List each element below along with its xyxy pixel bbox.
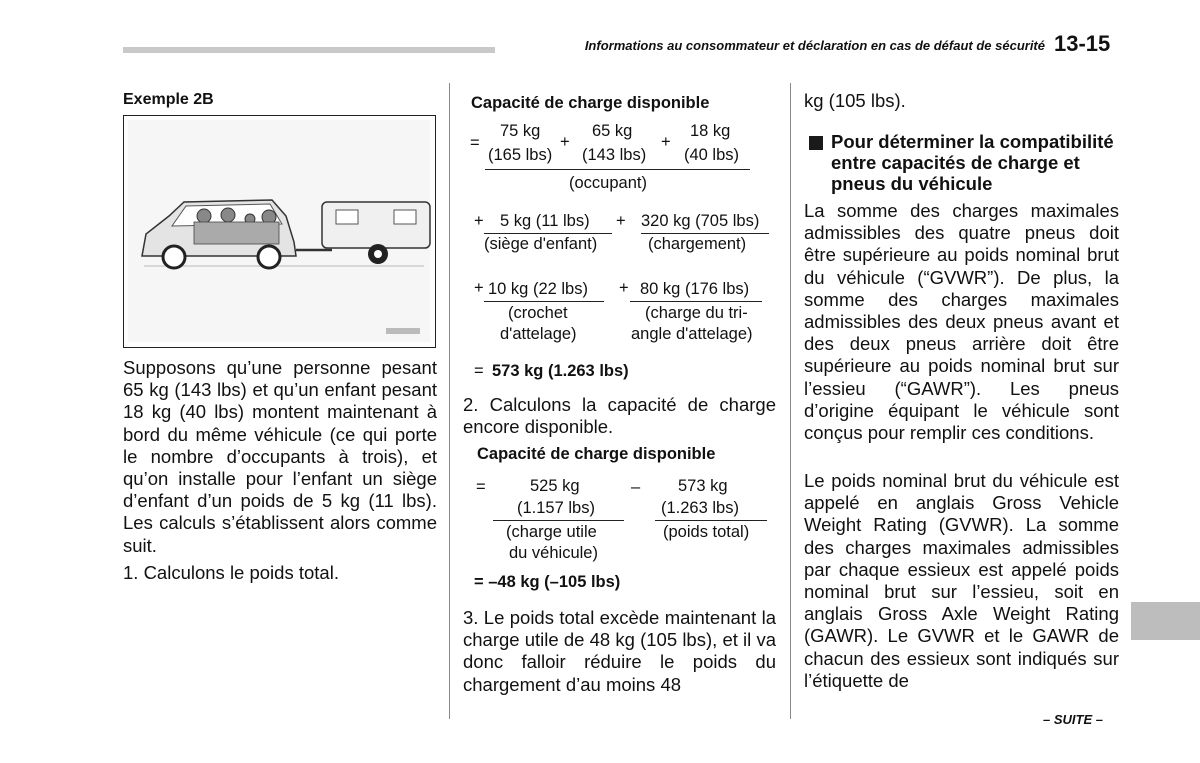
- calc2-payload-label-1: (charge utile: [506, 523, 597, 541]
- calc1-term1-lbs: (165 lbs): [488, 146, 553, 164]
- paragraph-gvwr-gawr: Le poids nominal brut du véhicule est appelé en anglais Gross Vehicle Weight Rating (GVWR). La somme des charges maximales admissibles par chaque essieux est appelé poids nominal brut sur l’essieu, soit en anglais Gross Axle Weight Rating (GAWR). Le GVWR et le GAWR de chacun des essieux sont indiqués sur l’étiquette de: [804, 470, 1119, 691]
- calc2-equals: =: [476, 478, 486, 496]
- calc2-payload-label-2: du véhicule): [509, 544, 598, 562]
- calc1-term3-lbs: (40 lbs): [684, 146, 740, 164]
- example-paragraph: Supposons qu’une personne pesant 65 kg (143 lbs) et qu’un enfant pesant 18 kg (40 lbs) montent maintenant à bord du même véhicule (ce qui porte le nombre d’occupants à trois), et qu’on installe pour l’enfant un siège d’enfant d’un poids de 5 kg (11 lbs). Les calculs s’établissent alors comme suit.: [123, 357, 437, 556]
- calc1-equals: =: [470, 134, 480, 152]
- continued-marker: – SUITE –: [1043, 712, 1103, 727]
- continuation-text: kg (105 lbs).: [804, 90, 906, 111]
- calc2-total-lbs: (1.263 lbs): [661, 499, 739, 517]
- vehicle-towing-trailer-illustration: [123, 115, 436, 348]
- header-rule: [123, 47, 495, 53]
- calc1-fraction-line: [485, 169, 750, 170]
- calc1-seat-value: 5 kg (11 lbs): [500, 212, 590, 230]
- calc1-tongue-line: [630, 301, 762, 302]
- calc1-result-equals: =: [474, 362, 484, 380]
- calc1-plus-2: +: [661, 133, 671, 151]
- calc1-load-value: 320 kg (705 lbs): [641, 212, 760, 230]
- calc1-tongue-label-2: angle d'attelage): [631, 325, 753, 343]
- calc1-hitch-label-1: (crochet: [508, 304, 568, 322]
- section-heading: Pour déterminer la compatibilité entre capacités de charge et pneus du véhicule: [831, 131, 1114, 194]
- calc1-seat-line: [484, 233, 612, 234]
- calc1-seat-label: (siège d'enfant): [484, 235, 598, 253]
- calc1-plus-1: +: [560, 133, 570, 151]
- car-trailer-icon: [124, 116, 434, 346]
- calc1-plus-3: +: [474, 212, 484, 230]
- calc2-minus: –: [631, 478, 641, 496]
- calc2-total-kg: 573 kg: [678, 477, 728, 495]
- calc1-term2-kg: 65 kg: [592, 122, 633, 140]
- step-3: 3. Le poids total excède maintenant la charge utile de 48 kg (105 lbs), et il va donc falloir réduire le poids du chargement d’au moins 48: [463, 607, 776, 695]
- calc1-term1-kg: 75 kg: [500, 122, 541, 140]
- calc1-hitch-line: [484, 301, 604, 302]
- chapter-thumb-tab: [1131, 602, 1200, 640]
- calc1-hitch-value: 10 kg (22 lbs): [488, 280, 588, 298]
- calc2-result: = –48 kg (–105 lbs): [474, 573, 621, 591]
- calc1-result: 573 kg (1.263 lbs): [492, 362, 629, 380]
- calc2-payload-lbs: (1.157 lbs): [517, 499, 595, 517]
- section-bullet-icon: [809, 136, 823, 150]
- calc1-plus-5: +: [474, 279, 484, 297]
- calc2-total-label: (poids total): [663, 523, 750, 541]
- calc2-payload-line: [493, 520, 624, 521]
- column-divider-1: [449, 83, 450, 719]
- calc1-plus-4: +: [616, 212, 626, 230]
- calc1-load-line: [641, 233, 769, 234]
- step-2: 2. Calculons la capacité de charge encore disponible.: [463, 394, 776, 438]
- paragraph-tire-capacity: La somme des charges maximales admissibles des quatre pneus doit être supérieure au poids nominal brut du véhicule (“GVWR”). De plus, la somme des charges maximales admissibles des deux pneus avant et des deux pneus arrière doit être supérieure au poids nominal brut sur l’essieu (“GAWR”). Les pneus d’origine équipant le véhicule sont conçus pour remplir ces conditions.: [804, 200, 1119, 444]
- calc1-term3-kg: 18 kg: [690, 122, 731, 140]
- calc1-tongue-label-1: (charge du tri-: [645, 304, 748, 322]
- calc1-term2-lbs: (143 lbs): [582, 146, 647, 164]
- page-number: 13-15: [1054, 31, 1111, 56]
- calc2-total-line: [655, 520, 767, 521]
- calc2-heading: Capacité de charge disponible: [477, 445, 716, 463]
- example-title: Exemple 2B: [123, 91, 214, 108]
- calc2-payload-kg: 525 kg: [530, 477, 580, 495]
- step-1: 1. Calculons le poids total.: [123, 562, 339, 583]
- calc1-plus-6: +: [619, 279, 629, 297]
- column-divider-2: [790, 83, 791, 719]
- calc1-load-label: (chargement): [648, 235, 747, 253]
- calc1-tongue-value: 80 kg (176 lbs): [640, 280, 750, 298]
- calc1-heading: Capacité de charge disponible: [471, 94, 710, 112]
- running-header-title: Informations au consommateur et déclaration en cas de défaut de sécurité: [584, 38, 1045, 53]
- calc1-hitch-label-2: d'attelage): [500, 325, 577, 343]
- calc1-occupant-label: (occupant): [569, 174, 647, 192]
